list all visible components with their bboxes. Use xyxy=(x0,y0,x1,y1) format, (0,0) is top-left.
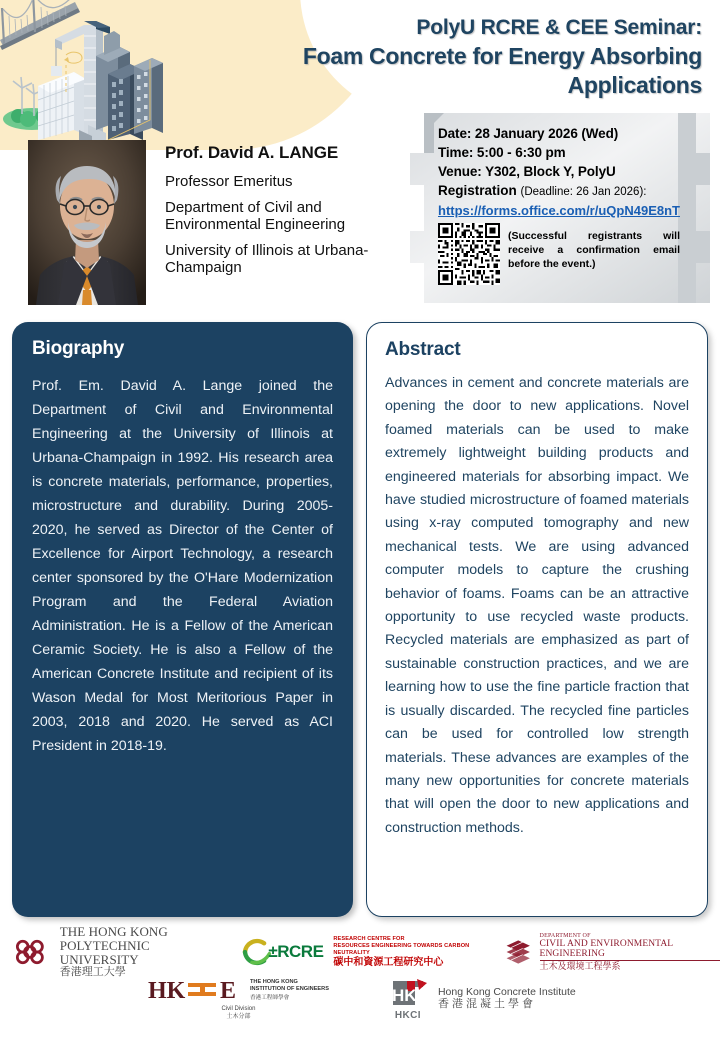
hkie-division xyxy=(221,1005,255,1021)
seminar-series-title: PolyU RCRE & CEE Seminar: xyxy=(416,16,702,39)
speaker-university: University of Illinois at Urbana-Champaign xyxy=(165,242,369,276)
logo-hkie xyxy=(148,977,329,1021)
isometric-city-illustration xyxy=(0,0,215,140)
qr-row xyxy=(438,223,696,285)
hkci-mark-row xyxy=(395,1010,421,1021)
event-details-box xyxy=(410,113,710,303)
polyu-wordmark xyxy=(60,925,214,979)
hkci-wordmark xyxy=(438,987,576,1011)
poster-header xyxy=(222,14,702,100)
cee-emblem-icon xyxy=(503,935,533,969)
hkie-line-3: 香港工程師學會 xyxy=(250,994,290,1001)
hkie-emblem-icon xyxy=(148,977,244,1003)
event-time: Time: 5:00 - 6:30 pm xyxy=(438,145,566,160)
rcre-en-line-1: RESEARCH CENTRE FOR xyxy=(333,935,405,942)
rcre-wordmark xyxy=(333,936,485,969)
hkci-line-2: 香港混凝土學會 xyxy=(437,998,536,1011)
hkci-emblem-wrap xyxy=(387,977,429,1021)
speaker-role: Professor Emeritus xyxy=(165,173,293,190)
footer-logos xyxy=(0,925,720,1040)
biography-title: Biography xyxy=(32,338,125,359)
rcre-en-line-2: RESOURCES ENGINEERING TOWARDS CARBON NEUTRALITY xyxy=(333,942,470,956)
bridge-icon xyxy=(0,0,80,50)
footer-row-2 xyxy=(0,977,720,1021)
abstract-text: Advances in cement and concrete materials are opening the door to new applications. Novel foamed materials can be used to make extremely lightweight building products and engineered materials for absorbing impact. We have studied microstructure of foamed materials using x-ray computed tomography and new mechanical tests. We are using advanced computer models to capture the crushing behavior of foams. Foams can be an attractive opportunity to use recycled waste products. Recycled materials are emphasized as part of sustainable construction practices, and we are learning how to use the fine particle fraction that is usually discarded. The recycled fine particles can be used for controlled low strength materials. These advances are examples of the many new opportunities for concrete materials that will open the door to new applications and construction methods. xyxy=(385,375,689,836)
skyscraper-group-icon xyxy=(96,31,163,140)
svg-text:HK: HK xyxy=(148,978,186,1003)
speaker-portrait-image xyxy=(28,140,146,305)
hkie-main xyxy=(148,977,329,1003)
event-date: Date: 28 January 2026 (Wed) xyxy=(438,126,619,141)
cee-line-1: DEPARTMENT OF xyxy=(539,932,591,939)
logo-hkci xyxy=(387,977,576,1021)
polyu-line-2: POLYTECHNIC UNIVERSITY xyxy=(59,938,150,968)
hkci-mark: HKCI xyxy=(394,1010,421,1021)
glass-building-icon xyxy=(38,72,86,140)
rcre-mark: ±RCRE xyxy=(268,941,324,961)
speaker-department: Department of Civil and Environmental Engineering xyxy=(165,199,346,233)
hkie-division-cn: 土木分部 xyxy=(226,1014,251,1020)
abstract-title: Abstract xyxy=(385,339,461,360)
speaker-photo xyxy=(28,140,146,305)
hkie-line-1: THE HONG KONG xyxy=(250,979,298,986)
registration-qr-code[interactable] xyxy=(438,223,500,285)
polyu-emblem-icon xyxy=(12,933,48,971)
footer-row-1 xyxy=(0,925,720,979)
svg-text:E: E xyxy=(220,978,237,1003)
cee-line-3: 土木及環境工程學系 xyxy=(539,960,621,971)
hkie-wordmark xyxy=(250,979,329,1000)
event-details-content xyxy=(438,124,696,285)
svg-text:HK: HK xyxy=(391,986,417,1005)
seminar-title-line-1: Foam Concrete for Energy Absorbing xyxy=(302,43,702,69)
abstract-panel xyxy=(366,322,708,917)
hkci-emblem-icon xyxy=(387,977,429,1009)
hkie-line-2: INSTITUTION OF ENGINEERS xyxy=(250,986,329,993)
logo-cee xyxy=(503,933,720,972)
registration-label: Registration xyxy=(438,183,517,198)
speaker-name: Prof. David A. LANGE xyxy=(165,143,339,162)
logo-polyu xyxy=(12,925,214,979)
logo-rcre xyxy=(238,934,485,970)
polyu-line-1: THE HONG KONG xyxy=(59,924,168,939)
rcre-cn: 碳中和資源工程研究中心 xyxy=(333,956,444,968)
hkci-line-1: Hong Kong Concrete Institute xyxy=(437,985,576,998)
cee-wordmark xyxy=(540,933,720,972)
speaker-info xyxy=(165,143,405,276)
event-venue: Venue: Y302, Block Y, PolyU xyxy=(438,164,616,179)
registration-label-row xyxy=(438,181,696,202)
cee-line-2: CIVIL AND ENVIRONMENTAL ENGINEERING xyxy=(540,939,720,961)
registration-link[interactable]: https://forms.office.com/r/uQpN49E8nT xyxy=(438,203,680,218)
registration-deadline: (Deadline: 26 Jan 2026): xyxy=(520,186,647,198)
hkie-division-en: Civil Division xyxy=(221,1006,256,1012)
polyu-line-3: 香港理工大學 xyxy=(59,966,126,979)
biography-text: Prof. Em. David A. Lange joined the Department of Civil and Environmental Engineering at the University of Illinois at Urbana-Champaign in 1992. His research area is concrete materials, performance, properties, microstructure and durability. During 2005-2020, he served as Director of the Center of Excellence for Airport Technology, a research center sponsored by the O'Hare Modernization Program and the Federal Aviation Administration. He is a Fellow of the American Ceramic Society. He is also a Fellow of the American Concrete Institute and recipient of its Wason Medal for Most Meritorious Paper in 2003, 2018 and 2020. He served as ACI President in 2018-19. xyxy=(32,378,333,754)
registration-note: (Successful registrants will receive a confirmation email before the event.) xyxy=(508,230,680,270)
seminar-title-line-2: Applications xyxy=(567,72,702,98)
biography-panel xyxy=(12,322,353,917)
